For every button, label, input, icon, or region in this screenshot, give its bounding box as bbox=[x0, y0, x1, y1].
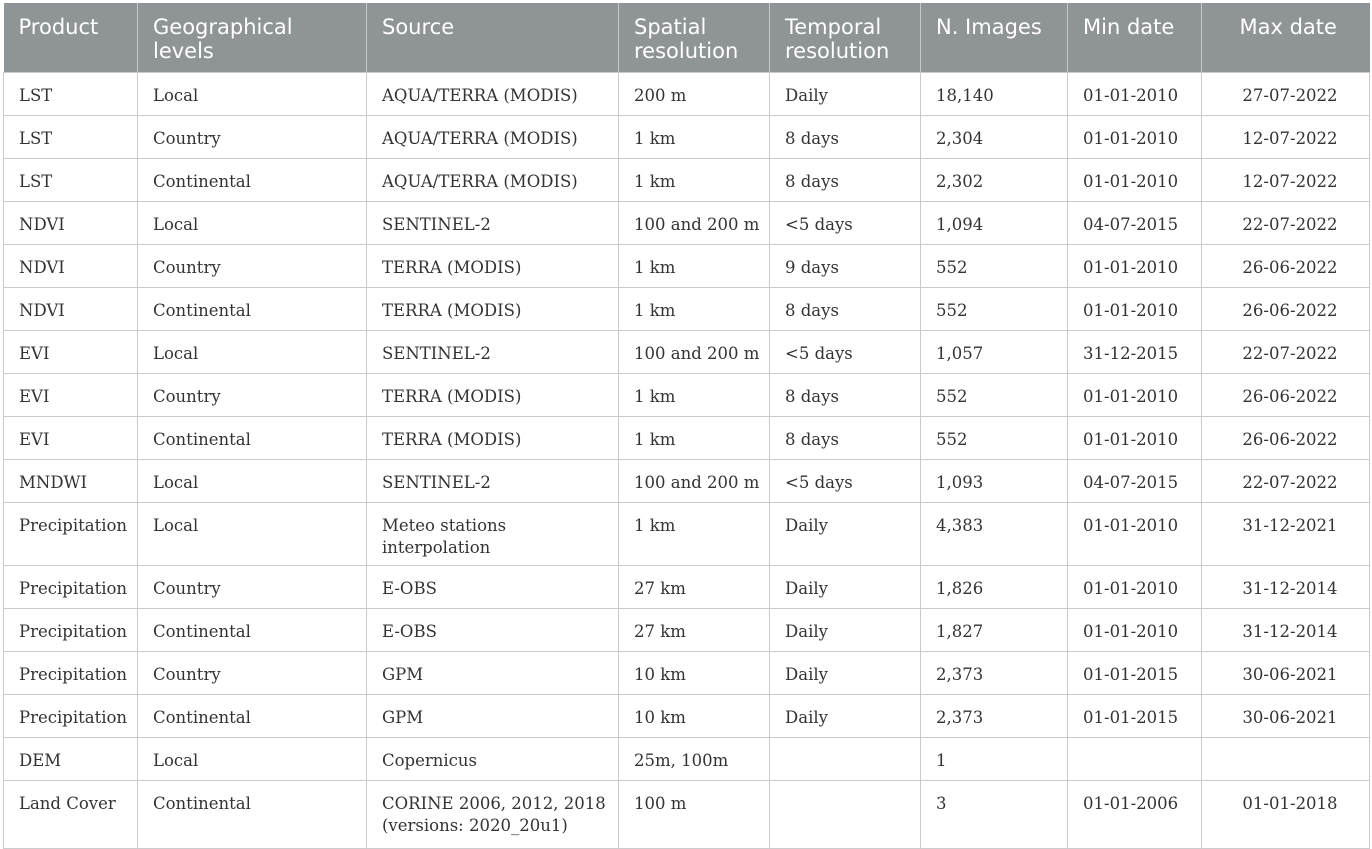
min-date-cell: 04-07-2015 bbox=[1068, 201, 1202, 244]
temporal-resolution-cell: <5 days bbox=[770, 330, 921, 373]
spatial-resolution-cell: 1 km bbox=[619, 502, 770, 565]
max-date-cell: 26-06-2022 bbox=[1202, 416, 1370, 459]
spatial-resolution-cell: 1 km bbox=[619, 244, 770, 287]
table-row bbox=[4, 459, 1370, 502]
temporal-resolution-cell bbox=[770, 780, 921, 848]
header-row bbox=[4, 3, 1370, 72]
max-date-cell: 31-12-2014 bbox=[1202, 608, 1370, 651]
max-date-cell: 30-06-2021 bbox=[1202, 651, 1370, 694]
temporal-resolution-cell: Daily bbox=[770, 651, 921, 694]
table-row bbox=[4, 373, 1370, 416]
source-cell: TERRA (MODIS) bbox=[367, 373, 619, 416]
spatial-resolution-cell: 1 km bbox=[619, 115, 770, 158]
product-cell: NDVI bbox=[4, 287, 138, 330]
header-max-date: Max date bbox=[1202, 3, 1370, 72]
geographical-level-cell: Continental bbox=[138, 416, 367, 459]
min-date-cell: 31-12-2015 bbox=[1068, 330, 1202, 373]
max-date-cell: 12-07-2022 bbox=[1202, 158, 1370, 201]
n-images-cell: 1,094 bbox=[921, 201, 1068, 244]
n-images-cell: 2,304 bbox=[921, 115, 1068, 158]
product-cell: LST bbox=[4, 115, 138, 158]
table-row bbox=[4, 416, 1370, 459]
max-date-cell: 26-06-2022 bbox=[1202, 373, 1370, 416]
source-cell: SENTINEL-2 bbox=[367, 201, 619, 244]
table-row bbox=[4, 565, 1370, 608]
geographical-level-cell: Continental bbox=[138, 287, 367, 330]
product-cell: Precipitation bbox=[4, 651, 138, 694]
n-images-cell: 2,302 bbox=[921, 158, 1068, 201]
geographical-level-cell: Continental bbox=[138, 158, 367, 201]
source-cell: AQUA/TERRA (MODIS) bbox=[367, 158, 619, 201]
min-date-cell: 01-01-2010 bbox=[1068, 416, 1202, 459]
table-row bbox=[4, 244, 1370, 287]
max-date-cell: 30-06-2021 bbox=[1202, 694, 1370, 737]
product-cell: LST bbox=[4, 158, 138, 201]
spatial-resolution-cell: 100 and 200 m bbox=[619, 459, 770, 502]
header-min-date: Min date bbox=[1068, 3, 1202, 72]
n-images-cell: 552 bbox=[921, 373, 1068, 416]
source-cell: TERRA (MODIS) bbox=[367, 244, 619, 287]
n-images-cell: 1,827 bbox=[921, 608, 1068, 651]
min-date-cell: 04-07-2015 bbox=[1068, 459, 1202, 502]
spatial-resolution-cell: 200 m bbox=[619, 72, 770, 115]
header-temporal-resolution: Temporal resolution bbox=[770, 3, 921, 72]
temporal-resolution-cell: 8 days bbox=[770, 287, 921, 330]
spatial-resolution-cell: 100 and 200 m bbox=[619, 201, 770, 244]
min-date-cell: 01-01-2010 bbox=[1068, 502, 1202, 565]
min-date-cell: 01-01-2015 bbox=[1068, 651, 1202, 694]
min-date-cell bbox=[1068, 737, 1202, 780]
product-cell: NDVI bbox=[4, 244, 138, 287]
temporal-resolution-cell: Daily bbox=[770, 694, 921, 737]
table-row bbox=[4, 651, 1370, 694]
source-cell: E-OBS bbox=[367, 565, 619, 608]
spatial-resolution-cell: 27 km bbox=[619, 565, 770, 608]
product-cell: EVI bbox=[4, 373, 138, 416]
max-date-cell: 26-06-2022 bbox=[1202, 244, 1370, 287]
n-images-cell: 552 bbox=[921, 416, 1068, 459]
data-table bbox=[3, 3, 1370, 849]
min-date-cell: 01-01-2006 bbox=[1068, 780, 1202, 848]
product-cell: NDVI bbox=[4, 201, 138, 244]
source-cell: TERRA (MODIS) bbox=[367, 287, 619, 330]
min-date-cell: 01-01-2010 bbox=[1068, 287, 1202, 330]
spatial-resolution-cell: 10 km bbox=[619, 694, 770, 737]
table-row bbox=[4, 737, 1370, 780]
product-cell: Precipitation bbox=[4, 565, 138, 608]
product-cell: Precipitation bbox=[4, 608, 138, 651]
product-cell: MNDWI bbox=[4, 459, 138, 502]
geographical-level-cell: Local bbox=[138, 502, 367, 565]
n-images-cell: 4,383 bbox=[921, 502, 1068, 565]
header-spatial-resolution: Spatial resolution bbox=[619, 3, 770, 72]
min-date-cell: 01-01-2015 bbox=[1068, 694, 1202, 737]
table-row bbox=[4, 608, 1370, 651]
table-row bbox=[4, 287, 1370, 330]
source-cell: AQUA/TERRA (MODIS) bbox=[367, 115, 619, 158]
spatial-resolution-cell: 25m, 100m bbox=[619, 737, 770, 780]
min-date-cell: 01-01-2010 bbox=[1068, 608, 1202, 651]
max-date-cell bbox=[1202, 737, 1370, 780]
geographical-level-cell: Local bbox=[138, 330, 367, 373]
table-row bbox=[4, 158, 1370, 201]
geographical-level-cell: Continental bbox=[138, 780, 367, 848]
source-cell: CORINE 2006, 2012, 2018 (versions: 2020_20u1) bbox=[367, 780, 619, 848]
n-images-cell: 1,057 bbox=[921, 330, 1068, 373]
max-date-cell: 22-07-2022 bbox=[1202, 201, 1370, 244]
product-cell: EVI bbox=[4, 330, 138, 373]
header-n-images: N. Images bbox=[921, 3, 1068, 72]
source-cell: SENTINEL-2 bbox=[367, 459, 619, 502]
spatial-resolution-cell: 1 km bbox=[619, 373, 770, 416]
spatial-resolution-cell: 1 km bbox=[619, 416, 770, 459]
max-date-cell: 27-07-2022 bbox=[1202, 72, 1370, 115]
product-cell: Land Cover bbox=[4, 780, 138, 848]
spatial-resolution-cell: 10 km bbox=[619, 651, 770, 694]
product-cell: LST bbox=[4, 72, 138, 115]
header-product: Product bbox=[4, 3, 138, 72]
max-date-cell: 22-07-2022 bbox=[1202, 330, 1370, 373]
source-cell: GPM bbox=[367, 651, 619, 694]
max-date-cell: 01-01-2018 bbox=[1202, 780, 1370, 848]
header-geographical-levels: Geographical levels bbox=[138, 3, 367, 72]
geographical-level-cell: Country bbox=[138, 373, 367, 416]
geographical-level-cell: Local bbox=[138, 201, 367, 244]
geographical-level-cell: Local bbox=[138, 459, 367, 502]
product-cell: Precipitation bbox=[4, 694, 138, 737]
geographical-level-cell: Country bbox=[138, 244, 367, 287]
n-images-cell: 552 bbox=[921, 244, 1068, 287]
temporal-resolution-cell: <5 days bbox=[770, 201, 921, 244]
table-row bbox=[4, 780, 1370, 848]
product-cell: Precipitation bbox=[4, 502, 138, 565]
source-cell: E-OBS bbox=[367, 608, 619, 651]
temporal-resolution-cell bbox=[770, 737, 921, 780]
temporal-resolution-cell: 8 days bbox=[770, 416, 921, 459]
table-row bbox=[4, 115, 1370, 158]
source-cell: Copernicus bbox=[367, 737, 619, 780]
max-date-cell: 22-07-2022 bbox=[1202, 459, 1370, 502]
geographical-level-cell: Continental bbox=[138, 608, 367, 651]
max-date-cell: 26-06-2022 bbox=[1202, 287, 1370, 330]
n-images-cell: 2,373 bbox=[921, 651, 1068, 694]
temporal-resolution-cell: 9 days bbox=[770, 244, 921, 287]
min-date-cell: 01-01-2010 bbox=[1068, 244, 1202, 287]
min-date-cell: 01-01-2010 bbox=[1068, 115, 1202, 158]
table-row bbox=[4, 201, 1370, 244]
max-date-cell: 31-12-2014 bbox=[1202, 565, 1370, 608]
temporal-resolution-cell: 8 days bbox=[770, 115, 921, 158]
geographical-level-cell: Country bbox=[138, 115, 367, 158]
n-images-cell: 1,093 bbox=[921, 459, 1068, 502]
n-images-cell: 18,140 bbox=[921, 72, 1068, 115]
n-images-cell: 1,826 bbox=[921, 565, 1068, 608]
source-cell: TERRA (MODIS) bbox=[367, 416, 619, 459]
temporal-resolution-cell: <5 days bbox=[770, 459, 921, 502]
spatial-resolution-cell: 100 and 200 m bbox=[619, 330, 770, 373]
geographical-level-cell: Local bbox=[138, 737, 367, 780]
spatial-resolution-cell: 1 km bbox=[619, 287, 770, 330]
header-source: Source bbox=[367, 3, 619, 72]
source-cell: SENTINEL-2 bbox=[367, 330, 619, 373]
temporal-resolution-cell: Daily bbox=[770, 608, 921, 651]
table-row bbox=[4, 330, 1370, 373]
table-row bbox=[4, 694, 1370, 737]
temporal-resolution-cell: Daily bbox=[770, 72, 921, 115]
source-cell: Meteo stations interpolation bbox=[367, 502, 619, 565]
max-date-cell: 12-07-2022 bbox=[1202, 115, 1370, 158]
product-cell: EVI bbox=[4, 416, 138, 459]
source-cell: GPM bbox=[367, 694, 619, 737]
temporal-resolution-cell: 8 days bbox=[770, 158, 921, 201]
n-images-cell: 2,373 bbox=[921, 694, 1068, 737]
temporal-resolution-cell: Daily bbox=[770, 565, 921, 608]
min-date-cell: 01-01-2010 bbox=[1068, 72, 1202, 115]
n-images-cell: 1 bbox=[921, 737, 1068, 780]
min-date-cell: 01-01-2010 bbox=[1068, 158, 1202, 201]
data-table-container bbox=[3, 3, 1369, 849]
min-date-cell: 01-01-2010 bbox=[1068, 565, 1202, 608]
spatial-resolution-cell: 27 km bbox=[619, 608, 770, 651]
source-cell: AQUA/TERRA (MODIS) bbox=[367, 72, 619, 115]
table-row bbox=[4, 502, 1370, 565]
geographical-level-cell: Local bbox=[138, 72, 367, 115]
table-body bbox=[4, 72, 1370, 848]
spatial-resolution-cell: 100 m bbox=[619, 780, 770, 848]
n-images-cell: 552 bbox=[921, 287, 1068, 330]
max-date-cell: 31-12-2021 bbox=[1202, 502, 1370, 565]
geographical-level-cell: Country bbox=[138, 651, 367, 694]
min-date-cell: 01-01-2010 bbox=[1068, 373, 1202, 416]
temporal-resolution-cell: Daily bbox=[770, 502, 921, 565]
temporal-resolution-cell: 8 days bbox=[770, 373, 921, 416]
geographical-level-cell: Country bbox=[138, 565, 367, 608]
table-row bbox=[4, 72, 1370, 115]
table-header bbox=[4, 3, 1370, 72]
n-images-cell: 3 bbox=[921, 780, 1068, 848]
product-cell: DEM bbox=[4, 737, 138, 780]
geographical-level-cell: Continental bbox=[138, 694, 367, 737]
spatial-resolution-cell: 1 km bbox=[619, 158, 770, 201]
